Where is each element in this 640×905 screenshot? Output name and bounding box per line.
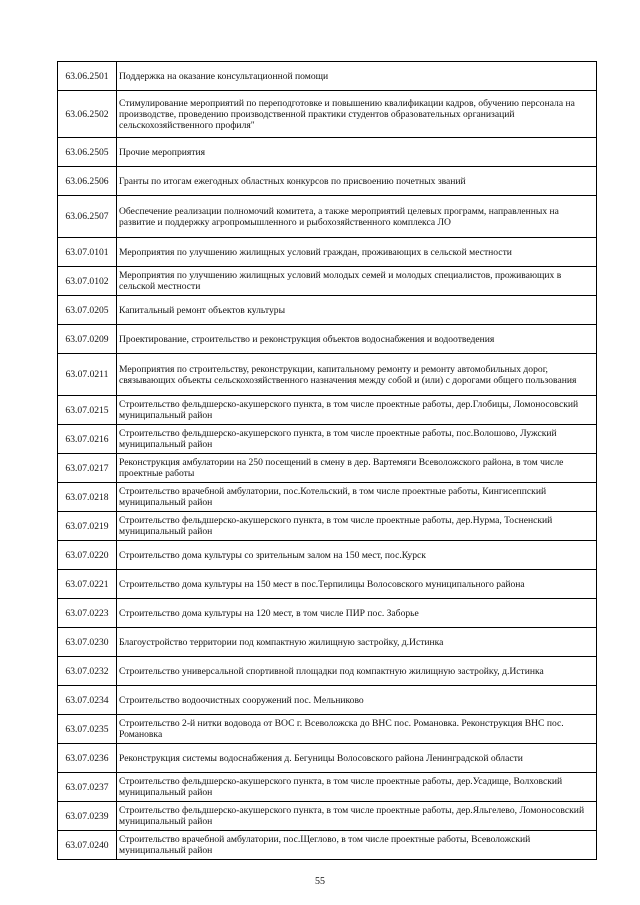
- row-description: Гранты по итогам ежегодных областных конкурсов по присвоению почетных званий: [117, 167, 597, 196]
- table-row: [58, 686, 597, 715]
- row-code: 63.07.0216: [58, 425, 117, 454]
- row-description: Строительство дома культуры на 150 мест в пос.Терпилицы Волосовского муниципального района: [117, 570, 597, 599]
- budget-codes-table: [57, 61, 597, 860]
- row-description: Обеспечение реализации полномочий комитета, а также мероприятий целевых программ, направленных на развитие и поддержку агропромышленного и рыбохозяйственного комплекса ЛО: [117, 196, 597, 238]
- row-description: Строительство водоочистных сооружений пос. Мельниково: [117, 686, 597, 715]
- row-code: 63.07.0205: [58, 296, 117, 325]
- row-description: Мероприятия по улучшению жилищных условий молодых семей и молодых специалистов, проживающих в сельской местности: [117, 267, 597, 296]
- table-row: [58, 167, 597, 196]
- row-description: Капитальный ремонт объектов культуры: [117, 296, 597, 325]
- table-row: [58, 773, 597, 802]
- row-code: 63.07.0215: [58, 396, 117, 425]
- table-row: [58, 657, 597, 686]
- row-code: 63.06.2501: [58, 62, 117, 91]
- row-description: Строительство дома культуры со зрительным залом на 150 мест, пос.Курск: [117, 541, 597, 570]
- table-row: [58, 802, 597, 831]
- row-code: 63.07.0219: [58, 512, 117, 541]
- row-code: 63.07.0209: [58, 325, 117, 354]
- row-description: Реконструкция системы водоснабжения д. Бегуницы Волосовского района Ленинградской области: [117, 744, 597, 773]
- table-row: [58, 91, 597, 138]
- row-code: 63.07.0220: [58, 541, 117, 570]
- table-row: [58, 196, 597, 238]
- row-code: 63.06.2507: [58, 196, 117, 238]
- row-code: 63.06.2506: [58, 167, 117, 196]
- row-code: 63.06.2505: [58, 138, 117, 167]
- row-description: Мероприятия по улучшению жилищных условий граждан, проживающих в сельской местности: [117, 238, 597, 267]
- table-row: [58, 325, 597, 354]
- row-description: Строительство фельдшерско-акушерского пункта, в том числе проектные работы, дер.Усадище, Волховский муниципальный район: [117, 773, 597, 802]
- row-description: Строительство дома культуры на 120 мест, в том числе ПИР пос. Заборье: [117, 599, 597, 628]
- row-code: 63.07.0223: [58, 599, 117, 628]
- table-row: [58, 570, 597, 599]
- row-code: 63.07.0240: [58, 831, 117, 860]
- table-row: [58, 512, 597, 541]
- row-description: Благоустройство территории под компактную жилищную застройку, д.Истинка: [117, 628, 597, 657]
- row-description: Строительство универсальной спортивной площадки под компактную жилищную застройку, д.Истинка: [117, 657, 597, 686]
- row-description: Реконструкция амбулатории на 250 посещений в смену в дер. Вартемяги Всеволожского района, в том числе проектные работы: [117, 454, 597, 483]
- table-row: [58, 396, 597, 425]
- row-code: 63.07.0230: [58, 628, 117, 657]
- row-description: Проектирование, строительство и реконструкция объектов водоснабжения и водоотведения: [117, 325, 597, 354]
- table-row: [58, 454, 597, 483]
- row-code: 63.07.0218: [58, 483, 117, 512]
- table-row: [58, 715, 597, 744]
- row-description: Поддержка на оказание консультационной помощи: [117, 62, 597, 91]
- table-row: [58, 267, 597, 296]
- row-description: Строительство фельдшерско-акушерского пункта, в том числе проектные работы, дер.Яльгелево, Ломоносовский муниципальный район: [117, 802, 597, 831]
- row-code: 63.06.2502: [58, 91, 117, 138]
- row-code: 63.07.0221: [58, 570, 117, 599]
- page-number: 55: [315, 876, 325, 887]
- table-row: [58, 62, 597, 91]
- table-row: [58, 425, 597, 454]
- table-row: [58, 744, 597, 773]
- table-row: [58, 296, 597, 325]
- table-row: [58, 354, 597, 396]
- row-code: 63.07.0232: [58, 657, 117, 686]
- row-description: Мероприятия по строительству, реконструкции, капитальному ремонту и ремонту автомобильных дорог, связывающих объекты сельскохозяйственного назначения между собой и (или) с дорогами общего пользования: [117, 354, 597, 396]
- row-code: 63.07.0234: [58, 686, 117, 715]
- row-code: 63.07.0211: [58, 354, 117, 396]
- table-row: [58, 483, 597, 512]
- row-description: Прочие мероприятия: [117, 138, 597, 167]
- table-row: [58, 599, 597, 628]
- row-description: Строительство врачебной амбулатории, пос.Щеглово, в том числе проектные работы, Всеволожский муниципальный район: [117, 831, 597, 860]
- table-row: [58, 831, 597, 860]
- row-code: 63.07.0101: [58, 238, 117, 267]
- row-description: Стимулирование мероприятий по переподготовке и повышению квалификации кадров, обучению персонала на производстве, проведению производственной практики студентов образовательных организаций сельскохозяйственного профиля": [117, 91, 597, 138]
- table-row: [58, 138, 597, 167]
- row-description: Строительство фельдшерско-акушерского пункта, в том числе проектные работы, дер.Нурма, Тосненский муниципальный район: [117, 512, 597, 541]
- table-row: [58, 238, 597, 267]
- table-row: [58, 541, 597, 570]
- row-code: 63.07.0217: [58, 454, 117, 483]
- row-description: Строительство фельдшерско-акушерского пункта, в том числе проектные работы, дер.Глобицы, Ломоносовский муниципальный район: [117, 396, 597, 425]
- row-description: Строительство врачебной амбулатории, пос.Котельский, в том числе проектные работы, Кингисеппский муниципальный район: [117, 483, 597, 512]
- table-row: [58, 628, 597, 657]
- row-code: 63.07.0236: [58, 744, 117, 773]
- row-code: 63.07.0237: [58, 773, 117, 802]
- row-description: Строительство 2-й нитки водовода от ВОС г. Всеволожска до ВНС пос. Романовка. Реконструкция ВНС пос. Романовка: [117, 715, 597, 744]
- row-code: 63.07.0102: [58, 267, 117, 296]
- row-description: Строительство фельдшерско-акушерского пункта, в том числе проектные работы, пос.Волошово, Лужский муниципальный район: [117, 425, 597, 454]
- row-code: 63.07.0235: [58, 715, 117, 744]
- row-code: 63.07.0239: [58, 802, 117, 831]
